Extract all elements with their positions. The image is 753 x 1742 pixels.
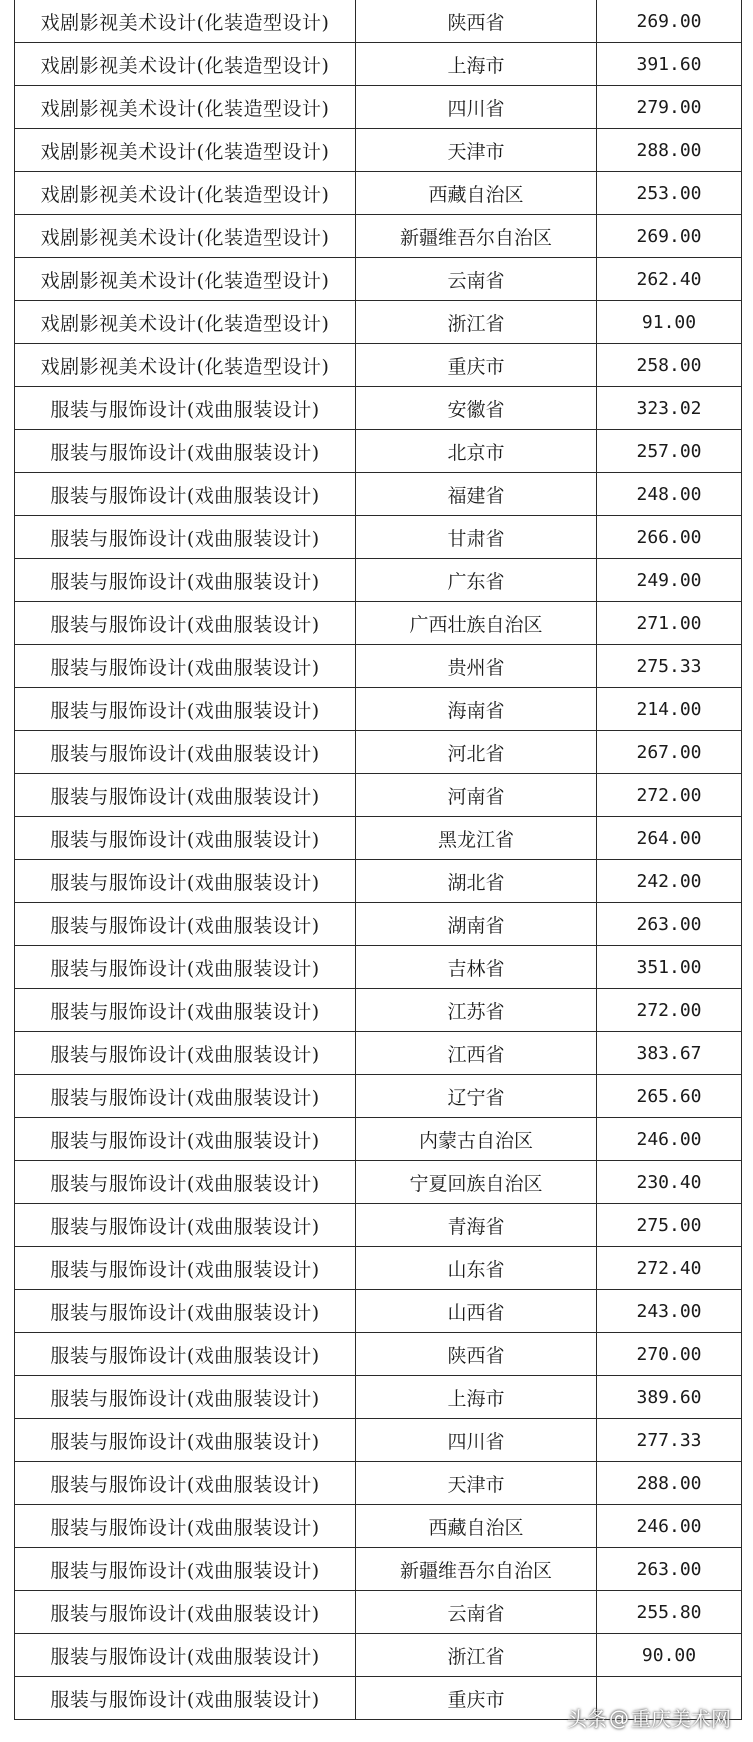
score-cell: 242.00 [597,860,742,903]
score-cell: 288.00 [597,129,742,172]
table-row [15,903,742,946]
province-cell: 湖南省 [356,903,597,946]
major-cell: 戏剧影视美术设计(化装造型设计) [15,172,356,215]
major-cell: 服装与服饰设计(戏曲服装设计) [15,1634,356,1677]
score-cell: 266.00 [597,516,742,559]
province-cell: 广东省 [356,559,597,602]
watermark-prefix: 头条 [567,1707,607,1731]
table-row [15,215,742,258]
table-row [15,1634,742,1677]
score-cell: 264.00 [597,817,742,860]
table-row [15,1376,742,1419]
table-row [15,774,742,817]
province-cell: 贵州省 [356,645,597,688]
table-row [15,129,742,172]
table-row [15,989,742,1032]
major-cell: 服装与服饰设计(戏曲服装设计) [15,688,356,731]
score-cell: 272.00 [597,774,742,817]
score-cell: 271.00 [597,602,742,645]
score-cell: 272.40 [597,1247,742,1290]
major-cell: 戏剧影视美术设计(化装造型设计) [15,43,356,86]
province-cell: 天津市 [356,1462,597,1505]
score-cell: 275.00 [597,1204,742,1247]
table-row [15,602,742,645]
table-row [15,1075,742,1118]
major-cell: 服装与服饰设计(戏曲服装设计) [15,430,356,473]
table-row [15,301,742,344]
score-cell: 288.00 [597,1462,742,1505]
province-cell: 西藏自治区 [356,172,597,215]
score-cell: 351.00 [597,946,742,989]
table-row [15,258,742,301]
score-cell: 258.00 [597,344,742,387]
table-row [15,645,742,688]
province-cell: 云南省 [356,258,597,301]
table-row [15,688,742,731]
table-row [15,860,742,903]
score-cell: 90.00 [597,1634,742,1677]
table-row [15,946,742,989]
table-row [15,473,742,516]
table-row [15,1505,742,1548]
score-cell: 391.60 [597,43,742,86]
table-row [15,1290,742,1333]
province-cell: 广西壮族自治区 [356,602,597,645]
score-cell: 267.00 [597,731,742,774]
province-cell: 北京市 [356,430,597,473]
province-cell: 新疆维吾尔自治区 [356,1548,597,1591]
score-cell: 269.00 [597,215,742,258]
major-cell: 服装与服饰设计(戏曲服装设计) [15,989,356,1032]
table-row [15,1591,742,1634]
province-cell: 四川省 [356,1419,597,1462]
table-row [15,731,742,774]
score-cell: 248.00 [597,473,742,516]
major-cell: 服装与服饰设计(戏曲服装设计) [15,1677,356,1720]
table-row [15,1333,742,1376]
province-cell: 湖北省 [356,860,597,903]
province-cell: 山东省 [356,1247,597,1290]
score-cell: 243.00 [597,1290,742,1333]
major-cell: 服装与服饰设计(戏曲服装设计) [15,1032,356,1075]
table-row [15,1161,742,1204]
province-cell: 重庆市 [356,344,597,387]
score-cell: 270.00 [597,1333,742,1376]
major-cell: 服装与服饰设计(戏曲服装设计) [15,1419,356,1462]
score-cell: 269.00 [597,0,742,43]
table-row [15,559,742,602]
score-cell: 265.60 [597,1075,742,1118]
score-cell: 263.00 [597,1548,742,1591]
major-cell: 服装与服饰设计(戏曲服装设计) [15,1462,356,1505]
major-cell: 服装与服饰设计(戏曲服装设计) [15,946,356,989]
province-cell: 山西省 [356,1290,597,1333]
province-cell: 陕西省 [356,1333,597,1376]
province-cell: 黑龙江省 [356,817,597,860]
province-cell: 浙江省 [356,1634,597,1677]
major-cell: 戏剧影视美术设计(化装造型设计) [15,344,356,387]
province-cell: 河北省 [356,731,597,774]
major-cell: 服装与服饰设计(戏曲服装设计) [15,1290,356,1333]
province-cell: 河南省 [356,774,597,817]
province-cell: 重庆市 [356,1677,597,1720]
table-row [15,1548,742,1591]
major-cell: 服装与服饰设计(戏曲服装设计) [15,559,356,602]
major-cell: 服装与服饰设计(戏曲服装设计) [15,1161,356,1204]
major-cell: 服装与服饰设计(戏曲服装设计) [15,387,356,430]
score-cell: 262.40 [597,258,742,301]
province-cell: 上海市 [356,1376,597,1419]
score-cell: 214.00 [597,688,742,731]
table-row [15,1118,742,1161]
watermark [567,1703,731,1732]
major-cell: 服装与服饰设计(戏曲服装设计) [15,1204,356,1247]
table-body [15,0,742,1720]
score-cell: 246.00 [597,1505,742,1548]
score-cell: 230.40 [597,1161,742,1204]
score-cell: 389.60 [597,1376,742,1419]
score-cell: 91.00 [597,301,742,344]
table-row [15,1247,742,1290]
table-row [15,817,742,860]
score-cell: 246.00 [597,1118,742,1161]
major-cell: 服装与服饰设计(戏曲服装设计) [15,731,356,774]
table-row [15,172,742,215]
table-row [15,387,742,430]
province-cell: 上海市 [356,43,597,86]
table-row [15,1419,742,1462]
table-row [15,1032,742,1075]
province-cell: 陕西省 [356,0,597,43]
watermark-at: @ [609,1705,629,1730]
province-cell: 浙江省 [356,301,597,344]
major-cell: 戏剧影视美术设计(化装造型设计) [15,301,356,344]
major-cell: 服装与服饰设计(戏曲服装设计) [15,817,356,860]
table-row [15,86,742,129]
province-cell: 安徽省 [356,387,597,430]
table-row [15,1204,742,1247]
score-cell: 383.67 [597,1032,742,1075]
major-cell: 戏剧影视美术设计(化装造型设计) [15,86,356,129]
province-cell: 内蒙古自治区 [356,1118,597,1161]
score-cell: 257.00 [597,430,742,473]
table-row [15,1462,742,1505]
score-cell: 263.00 [597,903,742,946]
score-cell: 253.00 [597,172,742,215]
province-cell: 福建省 [356,473,597,516]
province-cell: 新疆维吾尔自治区 [356,215,597,258]
score-cell: 275.33 [597,645,742,688]
province-cell: 西藏自治区 [356,1505,597,1548]
major-cell: 服装与服饰设计(戏曲服装设计) [15,1591,356,1634]
major-cell: 戏剧影视美术设计(化装造型设计) [15,258,356,301]
major-cell: 服装与服饰设计(戏曲服装设计) [15,903,356,946]
province-cell: 云南省 [356,1591,597,1634]
province-cell: 青海省 [356,1204,597,1247]
major-cell: 服装与服饰设计(戏曲服装设计) [15,1333,356,1376]
major-cell: 服装与服饰设计(戏曲服装设计) [15,516,356,559]
province-cell: 天津市 [356,129,597,172]
major-cell: 服装与服饰设计(戏曲服装设计) [15,1505,356,1548]
major-cell: 服装与服饰设计(戏曲服装设计) [15,1118,356,1161]
score-cell: 279.00 [597,86,742,129]
table-row [15,344,742,387]
major-cell: 服装与服饰设计(戏曲服装设计) [15,473,356,516]
province-cell: 吉林省 [356,946,597,989]
score-cell: 323.02 [597,387,742,430]
major-cell: 服装与服饰设计(戏曲服装设计) [15,602,356,645]
table-row [15,516,742,559]
watermark-account: 重庆美术网 [631,1707,731,1731]
province-cell: 宁夏回族自治区 [356,1161,597,1204]
major-cell: 服装与服饰设计(戏曲服装设计) [15,645,356,688]
score-cell: 249.00 [597,559,742,602]
major-cell: 服装与服饰设计(戏曲服装设计) [15,860,356,903]
table-row [15,430,742,473]
major-cell: 戏剧影视美术设计(化装造型设计) [15,0,356,43]
province-cell: 甘肃省 [356,516,597,559]
province-cell: 辽宁省 [356,1075,597,1118]
score-cell: 255.80 [597,1591,742,1634]
major-cell: 戏剧影视美术设计(化装造型设计) [15,215,356,258]
province-cell: 海南省 [356,688,597,731]
major-cell: 服装与服饰设计(戏曲服装设计) [15,1075,356,1118]
major-cell: 服装与服饰设计(戏曲服装设计) [15,1376,356,1419]
score-cell: 272.00 [597,989,742,1032]
province-cell: 四川省 [356,86,597,129]
province-cell: 江西省 [356,1032,597,1075]
score-table [14,0,742,1720]
table-row [15,43,742,86]
major-cell: 戏剧影视美术设计(化装造型设计) [15,129,356,172]
major-cell: 服装与服饰设计(戏曲服装设计) [15,1247,356,1290]
province-cell: 江苏省 [356,989,597,1032]
table-row [15,0,742,43]
score-cell: 277.33 [597,1419,742,1462]
major-cell: 服装与服饰设计(戏曲服装设计) [15,1548,356,1591]
major-cell: 服装与服饰设计(戏曲服装设计) [15,774,356,817]
